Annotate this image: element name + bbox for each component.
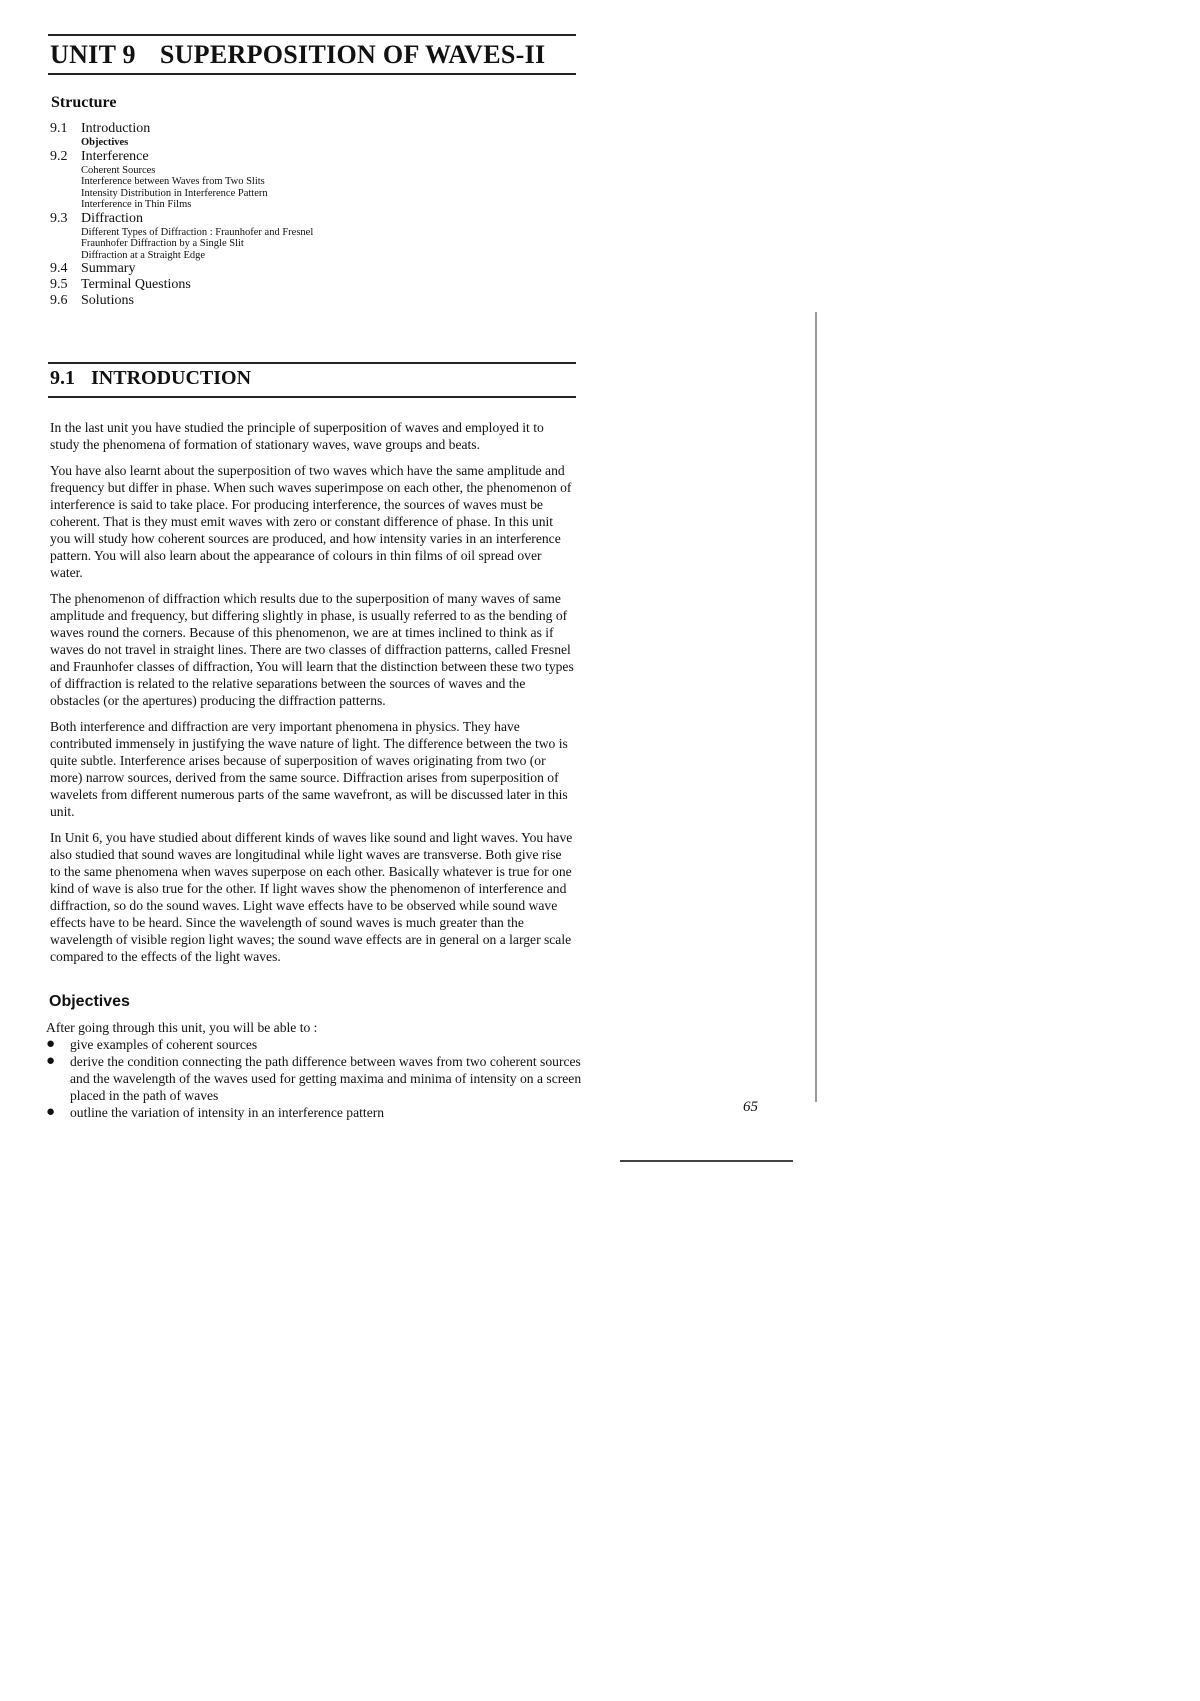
toc-item-summary: [50, 261, 570, 277]
margin-line: [815, 312, 817, 1102]
objective-text: outline the variation of intensity in an interference pattern: [70, 1105, 385, 1120]
toc-number: 9.3: [50, 210, 68, 226]
section-rule-top: [48, 362, 576, 364]
toc-number: 9.2: [50, 148, 68, 164]
objectives-heading: Objectives: [49, 993, 130, 1010]
table-of-contents: [50, 121, 570, 309]
toc-subitem: Different Types of Diffraction : Fraunhofer and Fresnel: [81, 226, 314, 238]
toc-item-terminal-questions: [50, 277, 570, 293]
toc-subitem: Diffraction at a Straight Edge: [81, 249, 206, 261]
toc-number: 9.1: [50, 121, 68, 136]
toc-number: 9.4: [50, 261, 68, 276]
objectives-list: [46, 1036, 586, 1121]
unit-title-text: SUPERPOSITION OF WAVES-II: [159, 40, 546, 69]
introduction-body: [50, 419, 574, 974]
toc-subitem: Interference in Thin Films: [81, 199, 192, 210]
toc-subitem: Objectives: [81, 137, 129, 148]
paragraph: The phenomenon of diffraction which results due to the superposition of many waves of same amplitude and frequency, but differing slightly in phase, is usually referred to as the bending of waves round the corners. Because of this phenomenon, we are at times inclined to think as if waves do not travel in straight lines. There are two classes of diffraction patterns, called Fresnel and Fraunhofer classes of diffraction, You will learn that the distinction between these two types of diffraction is related to the relative separations between the sources of waves and the obstacles (or the apertures) producing the diffraction patterns.: [50, 591, 574, 708]
toc-subitems: [81, 137, 570, 149]
toc-item-interference: [50, 149, 570, 211]
bottom-rule: [620, 1160, 793, 1162]
toc-label: Interference: [81, 148, 149, 164]
objective-item: [46, 1104, 586, 1121]
toc-label: Introduction: [81, 121, 151, 136]
toc-subitem: Interference between Waves from Two Slits: [81, 176, 265, 187]
objectives-intro: After going through this unit, you will be able to :: [46, 1020, 318, 1035]
toc-label: Terminal Questions: [81, 277, 191, 292]
toc-subitems: [81, 227, 570, 262]
unit-number: UNIT 9: [50, 40, 136, 69]
toc-item-solutions: [50, 293, 570, 309]
toc-subitem: Intensity Distribution in Interference Pattern: [81, 187, 268, 199]
page-number: 65: [743, 1099, 758, 1115]
bullet-icon: ●: [46, 1036, 56, 1052]
objective-text: give examples of coherent sources: [70, 1037, 258, 1052]
toc-label: Solutions: [81, 293, 134, 308]
paragraph: In the last unit you have studied the principle of superposition of waves and employed it to study the phenomena of formation of stationary waves, wave groups and beats.: [50, 420, 544, 452]
toc-number: 9.6: [50, 293, 68, 308]
section-title: INTRODUCTION: [91, 367, 252, 389]
section-number: 9.1: [50, 367, 75, 389]
objective-text: derive the condition connecting the path difference between waves from two coherent sources and the wavelength of the waves used for getting maxima and minima of intensity on a screen placed in the path of waves: [70, 1054, 582, 1103]
toc-subitem: Fraunhofer Diffraction by a Single Slit: [81, 238, 244, 249]
toc-item-introduction: [50, 121, 570, 149]
section-rule-bottom: [48, 396, 576, 398]
paragraph: Both interference and diffraction are very important phenomena in physics. They have contributed immensely in justifying the wave nature of light. The difference between the two is quite subtle. Interference arises because of superposition of waves originating from two (or more) narrow sources, derived from the same source. Diffraction arises from superposition of wavelets from different numerous parts of the same wavefront, as will be discussed later in this unit.: [50, 719, 568, 819]
toc-number: 9.5: [50, 277, 68, 292]
objective-item: [46, 1036, 586, 1053]
bullet-icon: ●: [46, 1053, 56, 1069]
unit-title: [50, 40, 545, 70]
toc-subitems: [81, 165, 570, 211]
paragraph: In Unit 6, you have studied about different kinds of waves like sound and light waves. You have also studied that sound waves are longitudinal while light waves are transverse. Both give rise to the same phenomena when waves superpose on each other. Basically whatever is true for one kind of wave is also true for the other. If light waves show the phenomenon of interference and diffraction, so do the sound waves. Light wave effects have to be observed while sound wave effects have to be heard. Since the wavelength of sound waves is much greater than the wavelength of visible region light waves; the sound wave effects are in general on a larger scale compared to the effects of the light waves.: [50, 830, 573, 964]
title-rule: [48, 73, 576, 75]
toc-item-diffraction: [50, 211, 570, 262]
structure-heading: Structure: [51, 94, 117, 111]
section-heading: [50, 367, 251, 390]
toc-label: Summary: [81, 261, 136, 276]
toc-subitem: Coherent Sources: [81, 164, 156, 176]
bullet-icon: ●: [46, 1104, 56, 1120]
top-rule: [48, 34, 576, 36]
toc-label: Diffraction: [81, 210, 143, 226]
paragraph: You have also learnt about the superposition of two waves which have the same amplitude and frequency but differ in phase. When such waves superimpose on each other, the phenomenon of interference is said to take place. For producing interference, the sources of waves must be coherent. That is they must emit waves with zero or constant difference of phase. In this unit you will study how coherent sources are produced, and how intensity varies in an interference pattern. You will also learn about the appearance of colours in thin films of oil spread over water.: [50, 463, 572, 580]
objective-item: [46, 1053, 586, 1104]
